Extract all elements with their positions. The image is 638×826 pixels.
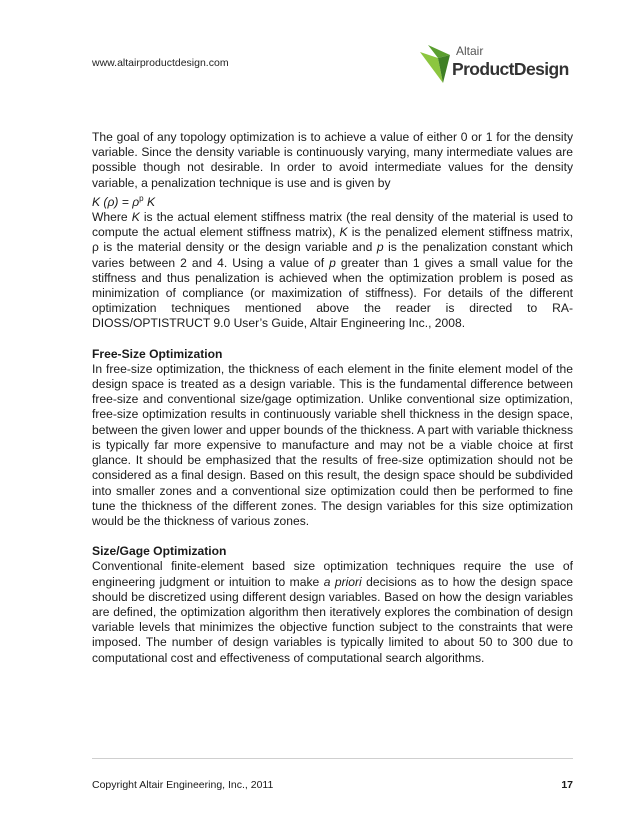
where-k-penalized: K bbox=[339, 225, 348, 240]
size-gage-paragraph bbox=[92, 559, 573, 665]
main-content bbox=[92, 130, 573, 666]
footer-divider bbox=[92, 758, 573, 759]
logo-word-altair: Altair bbox=[456, 44, 484, 58]
size-gage-text-2: decisions as to how the design space should be discretized using different design variables. Based on how the design variables are defined, the optimization algorithm then iteratively explores the combination of design variable levels that minimizes the objective function subject to the constraints that were imposed. The number of design variables is typically limited to about 50 to 300 due to computational cost and effectiveness of computational search algorithms. bbox=[92, 574, 573, 665]
formula-rhs: K bbox=[143, 194, 156, 209]
where-k-actual: K bbox=[131, 210, 140, 225]
footer-page-number: 17 bbox=[561, 779, 573, 791]
size-gage-italic-a-priori: a priori bbox=[323, 574, 362, 589]
logo-graphic bbox=[416, 38, 576, 86]
free-size-paragraph: In free-size optimization, the thickness of each element in the finite element model of the design space is treated as a design variable. This is the fundamental difference between free-size and conventional size/gage optimization. Unlike conventional size optimization, free-size optimization results in continuously variable shell thickness in the design space, between the given lower and upper bounds of the thickness. A part with variable thickness is typically far more expensive to manufacture and may not be a viable choice at first glance. It should be emphasized that the results of free-size optimization should not be considered as a final design. Based on this result, the design space should be subdivided into smaller zones and a conventional size optimization could then be performed to fine tune the thickness of the different zones. The design variables for this size optimization would be the thickness of various zones. bbox=[92, 361, 573, 528]
formula-lhs: K (ρ) = ρ bbox=[92, 194, 140, 209]
where-p-2: p bbox=[329, 255, 336, 270]
intro-paragraph: The goal of any topology optimization is to achieve a value of either 0 or 1 for the density variable. Since the density variable is continuously varying, many intermediate values are possible though not desirable. In order to avoid intermediate values for the density variable, a penalization technique is use and is given by bbox=[92, 130, 573, 190]
formula-exponent: p bbox=[139, 193, 144, 203]
header-url[interactable]: www.altairproductdesign.com bbox=[92, 57, 229, 69]
where-text-5: greater than 1 gives a small value for the stiffness and thus penalization is achieved when the optimization problem is posed as minimization of compliance (or maximization of stiffness). For details of the different optimization techniques mentioned above the reader is directed to RA-DIOSS/OPTISTRUCT 9.0 User’s Guide, Altair Engineering Inc., 2008. bbox=[92, 255, 573, 331]
size-gage-heading: Size/Gage Optimization bbox=[92, 544, 227, 559]
logo-word-productdesign: ProductDesign bbox=[452, 59, 569, 79]
where-text-4: is the penalization constant which varies between 2 and 4. Using a value of bbox=[92, 240, 573, 270]
penalization-formula bbox=[92, 191, 573, 210]
where-paragraph bbox=[92, 210, 573, 332]
where-text-3: is the penalized element stiffness matrix, ρ is the material density or the design variable and bbox=[92, 225, 573, 255]
free-size-heading: Free-Size Optimization bbox=[92, 346, 223, 361]
where-text-2: is the actual element stiffness matrix (the real density of the material is used to compute the actual element stiffness matrix), bbox=[92, 210, 574, 240]
where-text-1: Where bbox=[92, 210, 132, 225]
logo-leaf-icon bbox=[420, 45, 450, 83]
size-gage-text-1: Conventional finite-element based size optimization techniques require the use of engineering judgment or intuition to make bbox=[92, 559, 573, 589]
altair-productdesign-logo bbox=[416, 38, 576, 86]
where-p-1: p bbox=[376, 240, 384, 255]
footer-copyright: Copyright Altair Engineering, Inc., 2011 bbox=[92, 779, 274, 791]
